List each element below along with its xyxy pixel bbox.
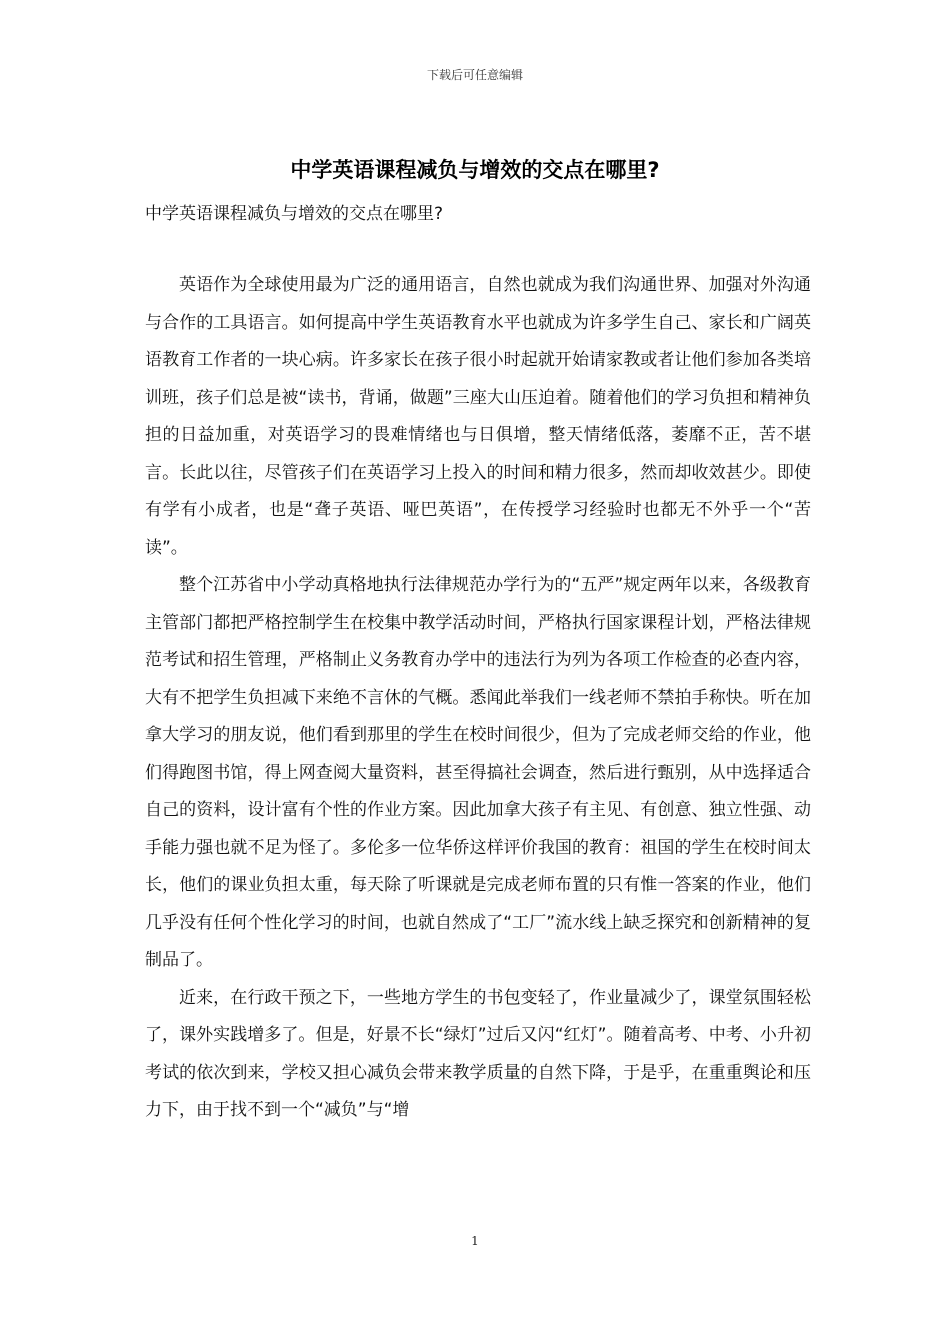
document-subtitle: 中学英语课程减负与增效的交点在哪里?	[145, 204, 444, 224]
page-number: 1	[471, 1234, 479, 1248]
page-header-note: 下载后可任意编辑	[426, 68, 523, 82]
document-title: 中学英语课程减负与增效的交点在哪里?	[290, 158, 660, 182]
paragraph-1: 英语作为全球使用最为广泛的通用语言，自然也就成为我们沟通世界、加强对外沟通与合作的工具语言。如何提高中学生英语教育水平也就成为许多学生自己、家长和广阔英语教育工作者的一块心病。许多家长在孩子很小时起就开始请家教或者让他们参加各类培训班，孩子们总是被“读书，背诵，做题”三座大山压迫着。随着他们的学习负担和精神负担的日益加重，对英语学习的畏难情绪也与日俱增，整天情绪低落，萎靡不正，苦不堪言。长此以往，尽管孩子们在英语学习上投入的时间和精力很多，然而却收效甚少。即使有学有小成者，也是“聋子英语、哑巴英语”，在传授学习经验时也都无不外乎一个“苦读”。	[145, 275, 811, 558]
document-body	[145, 267, 811, 1130]
paragraph-2: 整个江苏省中小学动真格地执行法律规范办学行为的“五严”规定两年以来，各级教育主管部门都把严格控制学生在校集中教学活动时间，严格执行国家课程计划，严格法律规范考试和招生管理，严格制止义务教育办学中的违法行为列为各项工作检查的必查内容，大有不把学生负担减下来绝不言休的气概。悉闻此举我们一线老师不禁拍手称快。听在加拿大学习的朋友说，他们看到那里的学生在校时间很少，但为了完成老师交给的作业，他们得跑图书馆，得上网查阅大量资料，甚至得搞社会调查，然后进行甄别，从中选择适合自己的资料，设计富有个性的作业方案。因此加拿大孩子有主见、有创意、独立性强、动手能力强也就不足为怪了。多伦多一位华侨这样评价我国的教育：祖国的学生在校时间太长，他们的课业负担太重，每天除了听课就是完成老师布置的只有惟一答案的作业，他们几乎没有任何个性化学习的时间，也就自然成了“工厂”流水线上缺乏探究和创新精神的复制品了。	[145, 575, 811, 970]
paragraph-3: 近来，在行政干预之下，一些地方学生的书包变轻了，作业量减少了，课堂氛围轻松了，课外实践增多了。但是，好景不长“绿灯”过后又闪“红灯”。随着高考、中考、小升初考试的依次到来，学校又担心减负会带来教学质量的自然下降，于是乎，在重重舆论和压力下，由于找不到一个“减负”与“增	[145, 987, 811, 1120]
